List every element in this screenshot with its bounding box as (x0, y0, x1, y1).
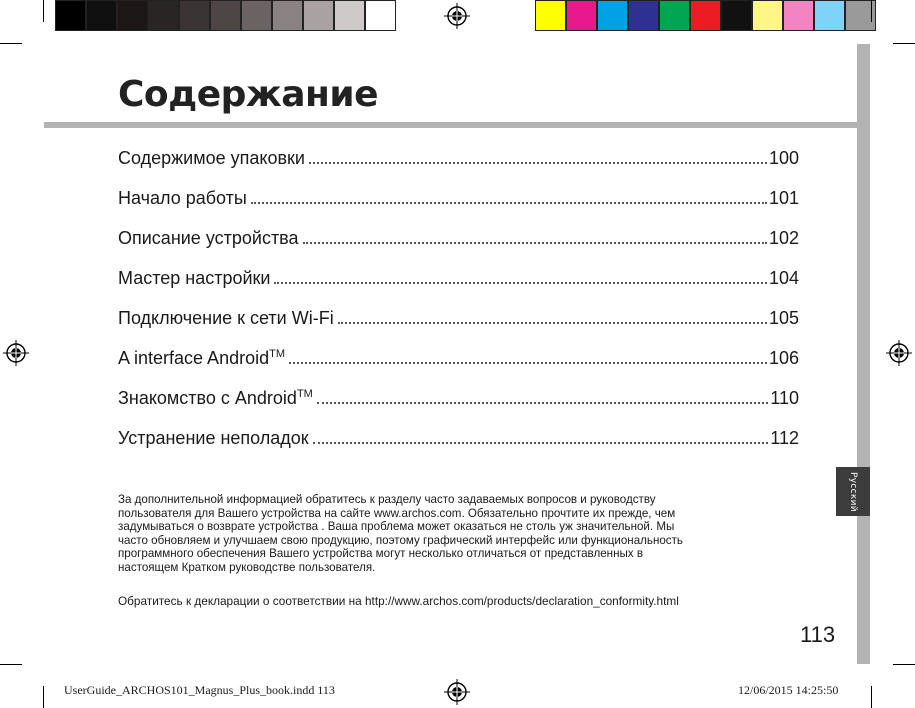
crop-mark (43, 686, 44, 708)
color-swatch (210, 0, 241, 31)
toc-entry-label: Подключение к сети Wi-Fi (118, 308, 334, 328)
toc-entry-page: 112 (770, 428, 799, 448)
registration-mark-icon (886, 340, 912, 366)
table-of-contents (118, 148, 799, 468)
registration-mark-icon (444, 3, 470, 29)
toc-leader-dots (303, 241, 767, 244)
color-swatch (117, 0, 148, 31)
toc-leader-dots (251, 201, 767, 204)
toc-leader-dots (309, 161, 767, 164)
toc-entry-page: 102 (768, 228, 799, 248)
crop-mark (871, 0, 872, 22)
paragraph-line: За дополнительной информацией обратитесь к разделу часто задаваемых вопросов и руководству (118, 493, 656, 506)
toc-entry-page: 106 (768, 348, 799, 368)
color-swatch (55, 0, 86, 31)
color-swatch (814, 0, 845, 31)
toc-entry-page: 104 (768, 268, 799, 288)
color-swatch (690, 0, 721, 31)
color-swatch (752, 0, 783, 31)
sidebar-bar (857, 44, 870, 664)
toc-entry-page: 105 (768, 308, 799, 328)
toc-entry-label: Знакомство с Android™ (118, 388, 313, 408)
toc-entry[interactable] (118, 268, 799, 308)
toc-entry-label: A interface Android™ (118, 348, 285, 368)
paragraph-line: пользователя для Вашего устройства на сайте www.archos.com. Обязательно прочтите их прежде, чем (118, 506, 676, 520)
slug-filename: UserGuide_ARCHOS101_Magnus_Plus_book.indd 113 (64, 683, 335, 697)
color-swatch (535, 0, 566, 31)
crop-mark (0, 664, 22, 665)
color-swatch (597, 0, 628, 31)
toc-entry-page: 101 (768, 188, 799, 208)
color-swatch (721, 0, 752, 31)
color-swatch (566, 0, 597, 31)
toc-entry[interactable] (118, 308, 799, 348)
toc-entry-label: Содержимое упаковки (118, 148, 305, 168)
title-rule (44, 122, 857, 128)
grayscale-color-bar (55, 0, 396, 33)
color-swatch (334, 0, 365, 31)
crop-mark (893, 664, 915, 665)
toc-entry-label: Начало работы (118, 188, 247, 208)
toc-leader-dots (338, 321, 767, 324)
crop-mark (43, 0, 44, 22)
color-swatch (659, 0, 690, 31)
paragraph-line: задумываться о возврате устройства . Ваша проблема может оказаться не столь уж значительной. Мы (118, 520, 675, 534)
toc-entry[interactable] (118, 348, 799, 388)
toc-leader-dots (317, 401, 768, 404)
color-swatch (628, 0, 659, 31)
toc-entry-label: Устранение неполадок (118, 428, 309, 448)
toc-entry-label: Мастер настройки (118, 268, 271, 288)
paragraph-line: настоящем Кратком руководстве пользователя. (118, 560, 376, 574)
color-swatch (179, 0, 210, 31)
color-swatch (272, 0, 303, 31)
page-title: Содержание (118, 74, 379, 115)
color-swatch (303, 0, 334, 31)
toc-entry-label: Описание устройства (118, 228, 299, 248)
paragraph-line: часто обновляем и улучшаем свою продукцию, поэтому графический интерфейс или функциональность (118, 533, 683, 547)
crop-mark (893, 43, 915, 44)
toc-entry[interactable] (118, 148, 799, 188)
registration-mark-icon (444, 679, 470, 705)
crop-mark (871, 686, 872, 708)
toc-entry[interactable] (118, 188, 799, 228)
toc-entry[interactable] (118, 228, 799, 268)
toc-leader-dots (313, 441, 769, 444)
toc-entry-page: 110 (770, 388, 799, 408)
toc-leader-dots (274, 281, 766, 284)
color-swatch (783, 0, 814, 31)
slug-timestamp: 12/06/2015 14:25:50 (738, 683, 839, 697)
language-tab (836, 467, 870, 516)
process-color-bar (535, 0, 876, 33)
language-tab-label: Русский (848, 471, 859, 512)
declaration-link[interactable]: Обратитесь к декларации о соответствии на http://www.archos.com/products/declaration_conformity.html (118, 594, 679, 608)
toc-leader-dots (289, 361, 767, 364)
info-paragraph (118, 493, 818, 575)
color-swatch (241, 0, 272, 31)
registration-mark-icon (3, 340, 29, 366)
color-swatch (86, 0, 117, 31)
page-number: 113 (800, 622, 836, 647)
toc-entry[interactable] (118, 428, 799, 468)
toc-entry-page: 100 (768, 148, 799, 168)
color-swatch (148, 0, 179, 31)
crop-mark (0, 43, 22, 44)
color-swatch (365, 0, 396, 31)
toc-entry[interactable] (118, 388, 799, 428)
paragraph-line: программного обеспечения Вашего устройства могут несколько отличаться от представленных в (118, 547, 643, 561)
